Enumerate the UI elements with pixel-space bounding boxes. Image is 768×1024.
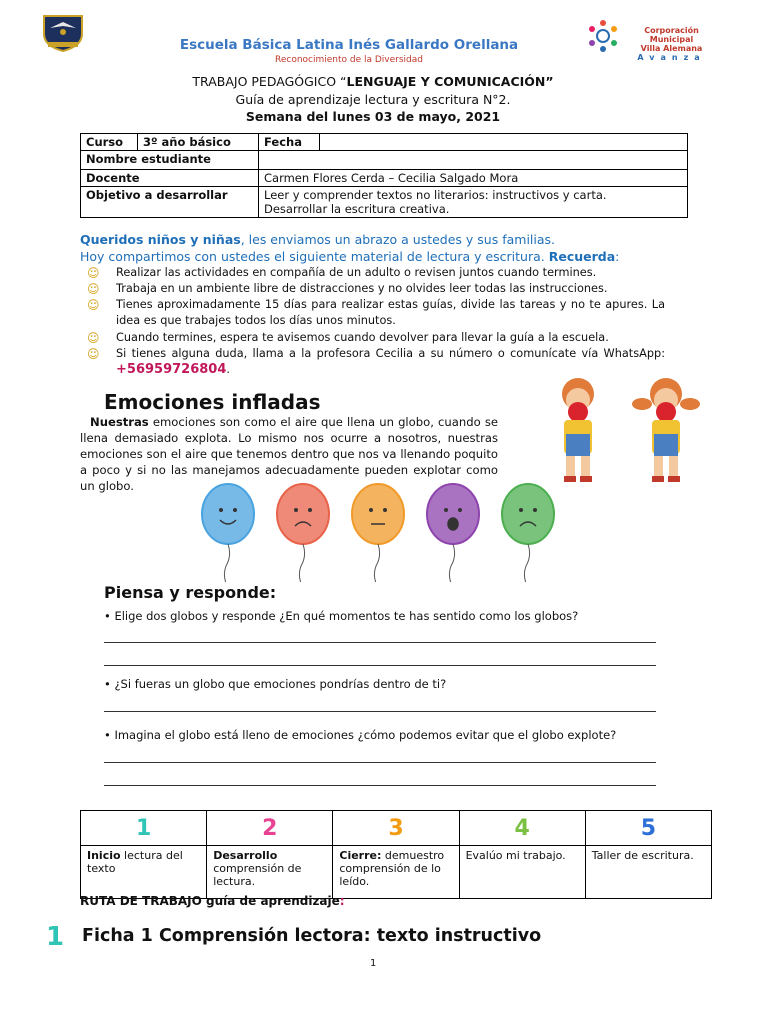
- balloon-happy-icon: [202, 484, 254, 582]
- remember-colon: :: [615, 249, 620, 264]
- bullet-item: [87, 265, 665, 281]
- page-number: 1: [370, 958, 377, 969]
- school-motto: Reconocimiento de la Diversidad: [274, 55, 424, 65]
- corporation-line-3: Avanza: [637, 53, 706, 62]
- route-desc-2-text: comprensión de lectura.: [213, 862, 302, 888]
- number-four-icon: 4: [514, 815, 530, 841]
- ficha-title: Ficha 1 Comprensión lectora: texto instructivo: [82, 926, 542, 946]
- balloon-sad-icon: [502, 484, 554, 582]
- docente-value: Carmen Flores Cerda – Cecilia Salgado Mora: [259, 170, 688, 187]
- route-desc-5: Taller de escritura.: [585, 846, 711, 899]
- title-subject: LENGUAJE Y COMUNICACIÓN”: [346, 74, 554, 89]
- week-date: Semana del lunes 03 de mayo, 2021: [245, 109, 501, 124]
- intro-line: [80, 249, 619, 264]
- greeting-bold: Queridos niños y niñas: [80, 232, 241, 247]
- section-title: Emociones infladas: [104, 390, 321, 414]
- answer-line[interactable]: [104, 642, 656, 643]
- route-title-text: RUTA DE TRABAJO guía de aprendizaje: [80, 894, 340, 908]
- balloon-scared-icon: [427, 484, 479, 582]
- corporation-line-2: Villa Alemana: [640, 44, 703, 53]
- objetivo-value: [259, 187, 688, 218]
- route-desc-1: [81, 846, 207, 899]
- nombre-label: Nombre estudiante: [81, 151, 259, 170]
- number-five-icon: 5: [640, 815, 657, 841]
- guide-subtitle: Guía de aprendizaje lectura y escritura N°2.: [235, 92, 511, 107]
- objetivo-line-1: Leer y comprender textos no literarios: instructivos y carta.: [264, 188, 607, 202]
- number-three-icon: 3: [388, 815, 404, 841]
- nombre-field[interactable]: [259, 151, 688, 170]
- number-one-icon: 1: [135, 815, 152, 841]
- school-name: Escuela Básica Latina Inés Gallardo Orellana: [179, 37, 519, 53]
- boy-icon: [562, 378, 594, 482]
- remember-label: Recuerda: [548, 249, 616, 264]
- answer-line[interactable]: [104, 762, 656, 763]
- phone-number[interactable]: +56959726804: [116, 362, 227, 377]
- route-step-5: [585, 811, 711, 846]
- phone-period: .: [226, 363, 230, 376]
- work-route-table: [80, 810, 712, 899]
- question-1: • Elige dos globos y responde ¿En qué momentos te has sentido como los globos?: [104, 609, 579, 623]
- corporation-line-1: Corporación Municipal: [644, 26, 699, 44]
- fecha-label: Fecha: [259, 134, 320, 151]
- student-info-table: [80, 133, 688, 218]
- bullet-text: Tienes aproximadamente 15 días para realizar estas guías, divide las tareas y no te apures. La idea es que trabajes todos los días unos minutos.: [116, 298, 665, 327]
- smiley-icon: ☺: [87, 347, 100, 361]
- think-title: Piensa y responde:: [104, 583, 277, 602]
- answer-line[interactable]: [104, 785, 656, 786]
- curso-value: 3º año básico: [138, 134, 259, 151]
- route-step-3: [333, 811, 459, 846]
- route-desc-2: [207, 846, 333, 899]
- intro-text: Hoy compartimos con ustedes el siguiente material de lectura y escritura.: [80, 249, 545, 264]
- route-step-1: [81, 811, 207, 846]
- route-step-2: [207, 811, 333, 846]
- answer-line[interactable]: [104, 665, 656, 666]
- objetivo-label: Objetivo a desarrollar: [81, 187, 259, 218]
- route-desc-1-bold: Inicio: [87, 849, 121, 862]
- route-desc-3: [333, 846, 459, 899]
- smiley-icon: ☺: [87, 282, 100, 296]
- bullet-item: [87, 330, 665, 346]
- document-title: [0, 74, 746, 89]
- answer-line[interactable]: [104, 711, 656, 712]
- smiley-icon: ☺: [87, 331, 100, 345]
- bullet-text: Realizar las actividades en compañía de un adulto o revisen juntos cuando termines.: [116, 266, 597, 279]
- route-desc-3-bold: Cierre:: [339, 849, 382, 862]
- objetivo-line-2: Desarrollar la escritura creativa.: [264, 202, 450, 216]
- bullet-text: Cuando termines, espera te avisemos cuando devolver para llevar la guía a la escuela.: [116, 331, 609, 344]
- route-desc-4: Evalúo mi trabajo.: [459, 846, 585, 899]
- children-blowing-balloons-illustration: [538, 374, 728, 486]
- smiley-icon: ☺: [87, 266, 100, 280]
- bullet-text: Trabaja en un ambiente libre de distracciones y no olvides leer todas las instrucciones.: [116, 282, 608, 295]
- route-desc-3-text: demuestro comprensión de lo leído.: [339, 849, 445, 888]
- number-one-icon: 1: [46, 922, 65, 952]
- greeting-rest: , les enviamos un abrazo a ustedes y sus familias.: [240, 232, 556, 247]
- docente-label: Docente: [81, 170, 259, 187]
- fecha-field[interactable]: [320, 134, 688, 151]
- route-desc-1-text: lectura del texto: [87, 849, 183, 875]
- balloon-angry-icon: [277, 484, 329, 582]
- title-prefix: TRABAJO PEDAGÓGICO “: [192, 74, 347, 89]
- corporation-name: [624, 26, 719, 62]
- bullet-item: [87, 281, 665, 297]
- question-2: • ¿Si fueras un globo que emociones pondrías dentro de ti?: [104, 677, 447, 691]
- question-3: • Imagina el globo está lleno de emociones ¿cómo podemos evitar que el globo explote?: [104, 728, 617, 742]
- route-title: [80, 894, 345, 908]
- bullet-item: [87, 297, 665, 329]
- corporation-logo-icon: [585, 18, 621, 54]
- smiley-icon: ☺: [87, 298, 100, 312]
- paragraph-text: emociones son como el aire que llena un globo, cuando se llena demasiado explota. Lo mismo nos ocurre a nosotros, nuestras emociones son el aire que tenemos dentro que nos va llenando poquito a poco y si no las manejamos adecuadamente pueden explotar como un globo.: [80, 415, 498, 493]
- route-title-colon: :: [339, 894, 345, 908]
- greeting-line: [80, 232, 555, 247]
- balloon-neutral-icon: [352, 484, 404, 582]
- curso-label: Curso: [81, 134, 138, 151]
- route-step-4: [459, 811, 585, 846]
- route-desc-2-bold: Desarrollo: [213, 849, 278, 862]
- girl-icon: [632, 378, 700, 482]
- whatsapp-text: Si tienes alguna duda, llama a la profesora Cecilia a su número o comunícate vía WhatsApp:: [116, 347, 665, 360]
- number-two-icon: 2: [262, 815, 278, 841]
- emotion-balloons-illustration: [190, 482, 570, 582]
- paragraph-bold-start: Nuestras: [90, 415, 149, 429]
